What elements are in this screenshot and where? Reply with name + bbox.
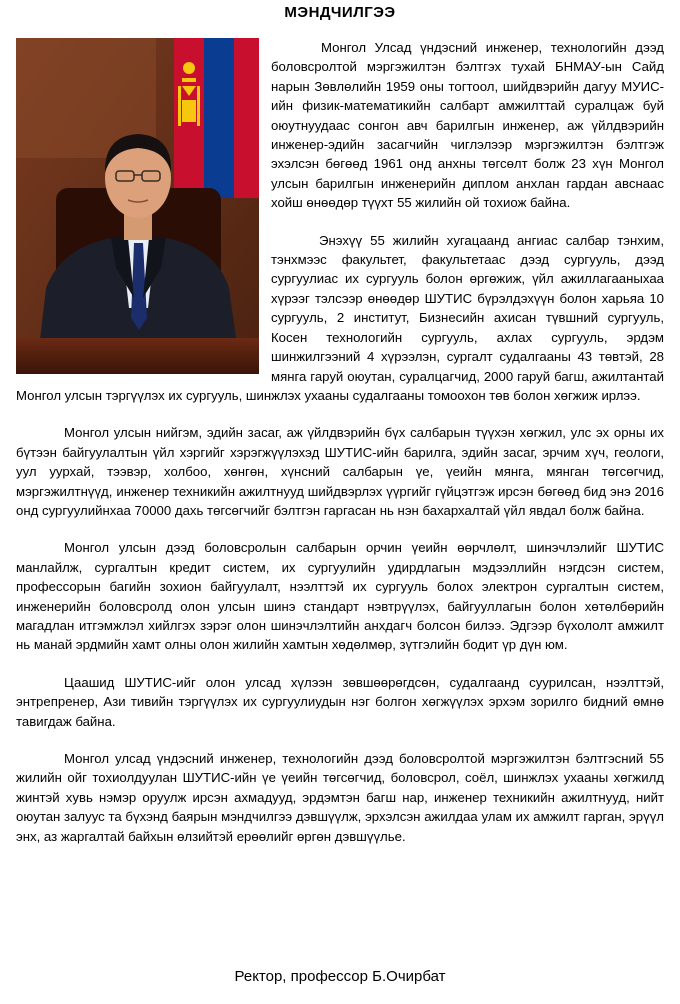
paragraph-6: Монгол улсад үндэсний инженер, технологийн дээд боловсролтой мэргэжилтэн бэлтгэсний 55 жилийн ойг тохиолдуулан ШУТИС-ийн үе үеийн төгсөгчид, боловсрол, соёл, шинжлэх ухааны хөгжилд жинтэй хувь нэмэр оруулж ирсэн ахмадууд, эрдэмтэн багш нар, инженер техникийн ажилтнууд, нийт оюутан залуус та бүхэнд баярын мэндчилгээ дэвшүүлж, эрхэлсэн ажилдаа улам их амжилт гарган, эрүүл энх, аз жаргалтай байхын өлзийтэй ерөөлийг өргөн дэвшүүлье. <box>16 751 664 844</box>
signature: Ректор, профессор Б.Очирбат <box>234 968 446 985</box>
letter-body <box>16 38 664 864</box>
rector-photo <box>16 38 259 374</box>
paragraph-3: Монгол улсын нийгэм, эдийн засаг, аж үйлдвэрийн бүх салбарын түүхэн хөгжил, улс эх орны их бүтээн байгуулалтын үйл хэргийг хэрэгжүүлэхэд ШУТИС-ийн барилга, эдийн засаг, эрчим хүч, геологи, уул уурхай, тээвэр, холбоо, хөнгөн, хүнсний салбарын үе, үеийн мянга, мянган төгсөгчид, мэргэжилтнүүд, инженер техникийн ажилтнууд шийдвэрлэх үүргийг гүйцэтгэж ирсэн бөгөөд бид энэ 2016 онд сургуулийнхаа 70000 дахь төгсөгчийг бэлтгэн гаргасан нь нэн бахархалтай үйл явдал болж байна. <box>16 425 664 518</box>
paragraph-4: Монгол улсын дээд боловсролын салбарын орчин үеийн өөрчлөлт, шинэчлэлийг ШУТИС манлайлж, сургалтын кредит систем, их сургуулийн удирдлагын мэдээллийн нэгдсэн систем, профессорын багийн зохион байгуулалт, нээлттэй их сургууль болох электрон сургалтын систем, инженерийн боловсролд олон улсын шинэ стандарт нэвтрүүлэх, байгууллагын болон хөтөлбөрийн магадлан итгэмжлэл хийлгэх зэрэг олон шинэчлэлтийн анхдагч болсон билээ. Эдгээр бүхололт амжилт нь манай эрдмийн хамт олны олон жилийн хамтын хөдөлмөр, зүтгэлийн бодит үр дүн юм. <box>16 540 664 653</box>
portrait-image <box>16 38 259 374</box>
flag-icon <box>174 38 259 198</box>
paragraph-5: Цаашид ШУТИС-ийг олон улсад хүлээн зөвшөөрөгдсөн, судалгаанд суурилсан, нээлттэй, энтрепренер, Ази тивийн тэргүүлэх их сургуулиудын нэг болгон хөгжүүлэх эрхэм зорилго бидний өмнө тавигдаж байна. <box>16 674 664 729</box>
paragraph-2: Энэхүү 55 жилийн хугацаанд ангиас салбар тэнхим, тэнхмээс факультет, факультетаас дээд сургууль, дээд сургуулиас их сургууль болон өргөжиж, үйл ажиллагааныхаа хүрээг тэлсээр өнөөдөр ШУТИС бүрэлдэхүүн болон харьяа 10 сургууль, 2 институт, Бизнесийн ахисан түвшний сургууль, Косен технологийн сургууль, ахлах сургууль, эрдэм шинжилгээний 4 хүрээлэн, сургалт судалгааны 43 төвтэй, 28 мянга гаруй оюутан, суралцагчид, 2000 гаруй багш, ажилтантай Монгол улсын тэргүүлэх их сургууль, шинжлэх ухааны судалгааны томоохон төв болон хөгжиж ирлээ. <box>16 232 664 403</box>
page-title: МЭНДЧИЛГЭЭ <box>284 4 396 21</box>
paragraph-1: Монгол Улсад үндэсний инженер, технологийн дээд боловсролтой мэргэжилтэн бэлтгэх тухай БНМАУ-ын Сайд нарын Зөвлөлийн 1959 оны тогтоол, шийдвэрийн дагуу МУИС-ийн физик-математикийн салбарт амжилттай суралцаж буй оюутнуудаас сонгон авч барилгын инженер, аж үйлдвэрийн инженер-эдийн засагчийн чиглэлээр мэргэжилтэн бэлтгэж эхэлсэн бөгөөд 1961 онд анхны төгсөлт болж 23 хүн Монгол улсын барилгын инженерийн диплом анхлан гардан авснаас хойш өнөөдөр түүхт 55 жилийн ой тохиож байна. <box>271 40 664 211</box>
